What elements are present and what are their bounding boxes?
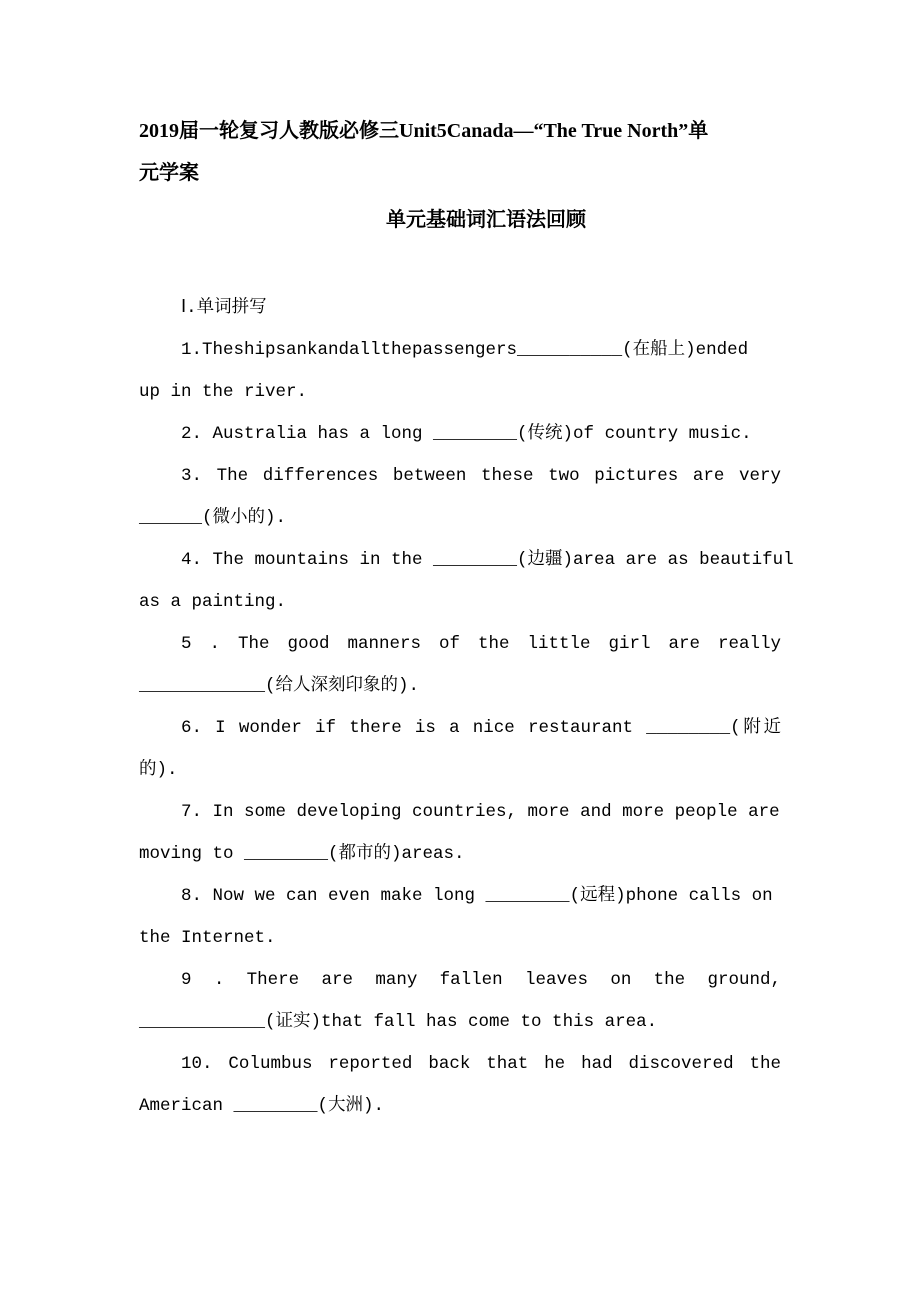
title-line: 2019届一轮复习人教版必修三Unit5Canada—“The True North”单 [139, 120, 709, 142]
item-4-line-2: as a painting. [139, 592, 287, 612]
item-9-line-1: 9 . There are many fallen leaves on the ground, [181, 970, 781, 990]
item-6-line-1: 6. I wonder if there is a nice restaurant ________(附近 [181, 718, 781, 738]
section-subtitle: 单元基础词汇语法回顾 [386, 209, 586, 231]
item-10-line-1: 10. Columbus reported back that he had discovered the [181, 1054, 781, 1074]
item-7-line-1: 7. In some developing countries, more and more people are [181, 802, 780, 822]
item-5-line-1: 5 . The good manners of the little girl are really [181, 634, 781, 654]
item-8-line-1: 8. Now we can even make long ________(远程)phone calls on [181, 886, 773, 906]
item-1-line-2: up in the river. [139, 382, 308, 402]
item-9-line-2: ____________(证实)that fall has come to this area. [139, 1012, 658, 1032]
item-2-line-1: 2. Australia has a long ________(传统)of country music. [181, 424, 752, 444]
item-3-line-1: 3. The differences between these two pictures are very [181, 466, 781, 486]
item-3-line-2: ______(微小的). [139, 508, 287, 528]
item-5-line-2: ____________(给人深刻印象的). [139, 676, 420, 696]
document-title [139, 110, 799, 194]
item-6-line-2: 的). [139, 760, 178, 780]
item-7-line-2: moving to ________(都市的)areas. [139, 844, 465, 864]
item-1-line-1: 1.Theshipsankandallthepassengers__________(在船上)ended [181, 340, 749, 360]
item-10-line-2: American ________(大洲). [139, 1096, 385, 1116]
section-heading: Ⅰ.单词拼写 [181, 298, 267, 318]
title-line: 元学案 [139, 162, 199, 184]
item-8-line-2: the Internet. [139, 928, 276, 948]
exercise-body [139, 287, 794, 1127]
item-4-line-1: 4. The mountains in the ________(边疆)area are as beautiful [181, 550, 794, 570]
